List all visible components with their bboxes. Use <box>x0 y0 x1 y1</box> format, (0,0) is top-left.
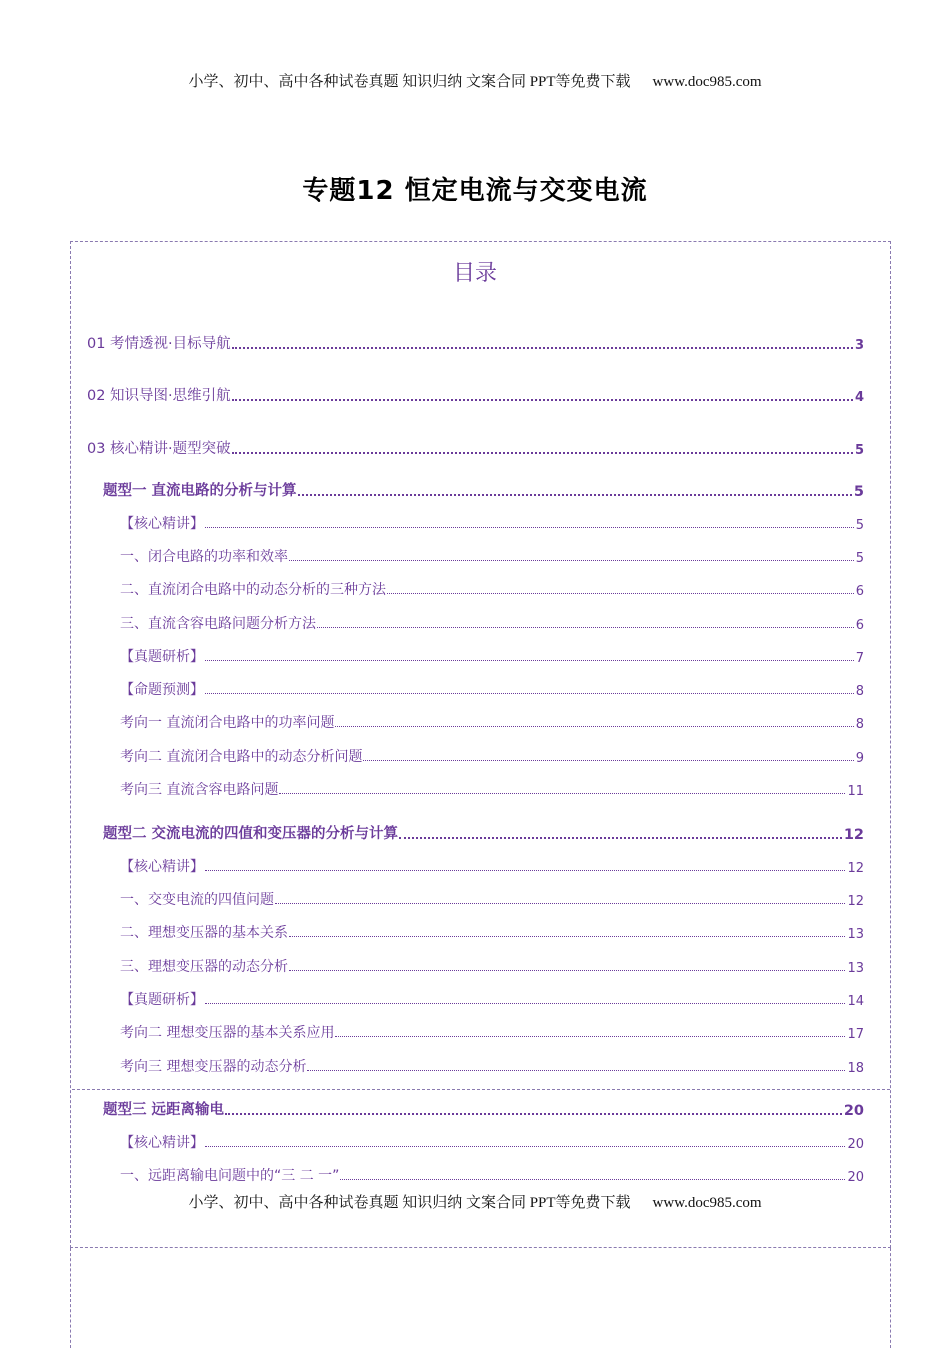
toc-entry[interactable]: 【核心精讲】 12 <box>120 859 864 876</box>
toc-entry[interactable]: 二、直流闭合电路中的动态分析的三种方法 6 <box>120 582 864 599</box>
toc-frame-continuation <box>70 1248 891 1348</box>
toc-page-number: 3 <box>854 338 864 353</box>
toc-page-number: 13 <box>847 927 864 942</box>
leader-dots <box>335 1036 845 1037</box>
toc-page-number: 14 <box>847 994 864 1009</box>
leader-dots <box>289 936 845 937</box>
leader-dots <box>298 494 852 496</box>
leader-dots <box>275 903 845 904</box>
toc-entry[interactable]: 【核心精讲】 5 <box>120 516 864 533</box>
toc-page-number: 12 <box>843 827 864 843</box>
leader-dots <box>335 726 853 727</box>
header-url[interactable]: www.doc985.com <box>652 74 762 90</box>
toc-entry[interactable]: 一、交变电流的四值问题 12 <box>120 892 864 909</box>
leader-dots <box>205 527 854 528</box>
toc-page-number: 11 <box>847 784 864 799</box>
toc-entry[interactable]: 考向二 理想变压器的基本关系应用 17 <box>120 1025 864 1042</box>
leader-dots <box>317 627 854 628</box>
toc-page-number: 5 <box>855 551 864 566</box>
toc-entry-type-3[interactable]: 题型三 远距离输电 20 <box>103 1102 864 1119</box>
toc-entry-type-1[interactable]: 题型一 直流电路的分析与计算 5 <box>103 483 864 500</box>
toc-page-number: 5 <box>855 518 864 533</box>
leader-dots <box>399 837 842 839</box>
toc-entry-section-02[interactable]: 02 知识导图·思维引航 4 <box>87 388 864 405</box>
leader-dots <box>205 693 854 694</box>
toc-page-number: 5 <box>854 443 864 458</box>
toc-page-number: 8 <box>855 684 864 699</box>
toc-entry[interactable]: 考向一 直流闭合电路中的功率问题 8 <box>120 715 864 732</box>
leader-dots <box>205 870 845 871</box>
footer-text: 小学、初中、高中各种试卷真题 知识归纳 文案合同 PPT等免费下载 <box>188 1195 631 1211</box>
page-footer <box>0 1191 950 1212</box>
toc-page-number: 7 <box>855 651 864 666</box>
toc-page-number: 8 <box>855 717 864 732</box>
leader-dots <box>340 1179 845 1180</box>
leader-dots <box>232 452 853 454</box>
footer-url[interactable]: www.doc985.com <box>652 1195 762 1211</box>
leader-dots <box>205 1146 845 1147</box>
toc-entry[interactable]: 考向三 理想变压器的动态分析 18 <box>120 1059 864 1076</box>
toc-entry[interactable]: 考向三 直流含容电路问题 11 <box>120 782 864 799</box>
toc-entry[interactable]: 三、理想变压器的动态分析 13 <box>120 959 864 976</box>
toc-entry[interactable]: 一、闭合电路的功率和效率 5 <box>120 549 864 566</box>
leader-dots <box>307 1070 845 1071</box>
toc-page-number: 18 <box>847 1061 864 1076</box>
toc-entry-section-03[interactable]: 03 核心精讲·题型突破 5 <box>87 441 864 458</box>
toc-entry-type-2[interactable]: 题型二 交流电流的四值和变压器的分析与计算 12 <box>103 826 864 843</box>
leader-dots <box>232 347 853 349</box>
toc-page-number: 9 <box>855 751 864 766</box>
toc-entry[interactable]: 【命题预测】 8 <box>120 682 864 699</box>
toc-page-number: 12 <box>847 861 864 876</box>
toc-page-number: 5 <box>853 484 864 500</box>
toc-entry[interactable]: 【真题研析】 14 <box>120 992 864 1009</box>
toc-page-number: 20 <box>847 1137 864 1152</box>
header-text: 小学、初中、高中各种试卷真题 知识归纳 文案合同 PPT等免费下载 <box>188 74 631 90</box>
toc-page-number: 17 <box>847 1027 864 1042</box>
leader-dots <box>363 760 853 761</box>
toc-entry[interactable]: 【真题研析】 7 <box>120 649 864 666</box>
leader-dots <box>205 1003 845 1004</box>
toc-entry[interactable]: 二、理想变压器的基本关系 13 <box>120 925 864 942</box>
toc-entry[interactable]: 一、远距离输电问题中的“三 二 一” 20 <box>120 1168 864 1185</box>
toc-page-number: 13 <box>847 961 864 976</box>
document-title: 专题12 恒定电流与交变电流 <box>302 176 648 206</box>
toc-entry-section-01[interactable]: 01 考情透视·目标导航 3 <box>87 336 864 353</box>
toc-page-number: 20 <box>843 1103 864 1119</box>
leader-dots <box>289 560 854 561</box>
toc-entry[interactable]: 三、直流含容电路问题分析方法 6 <box>120 616 864 633</box>
toc-page-number: 20 <box>847 1170 864 1185</box>
leader-dots <box>279 793 845 794</box>
toc-page-number: 4 <box>854 390 864 405</box>
leader-dots <box>225 1113 842 1115</box>
toc-entry[interactable]: 【核心精讲】 20 <box>120 1135 864 1152</box>
leader-dots <box>232 399 853 401</box>
leader-dots <box>289 970 845 971</box>
toc-page-number: 6 <box>855 618 864 633</box>
toc-entry[interactable]: 考向二 直流闭合电路中的动态分析问题 9 <box>120 749 864 766</box>
page-header-top <box>0 70 950 91</box>
leader-dots <box>387 593 854 594</box>
toc-page-number: 12 <box>847 894 864 909</box>
leader-dots <box>205 660 854 661</box>
toc-page-number: 6 <box>855 584 864 599</box>
toc-heading: 目录 <box>452 261 497 286</box>
